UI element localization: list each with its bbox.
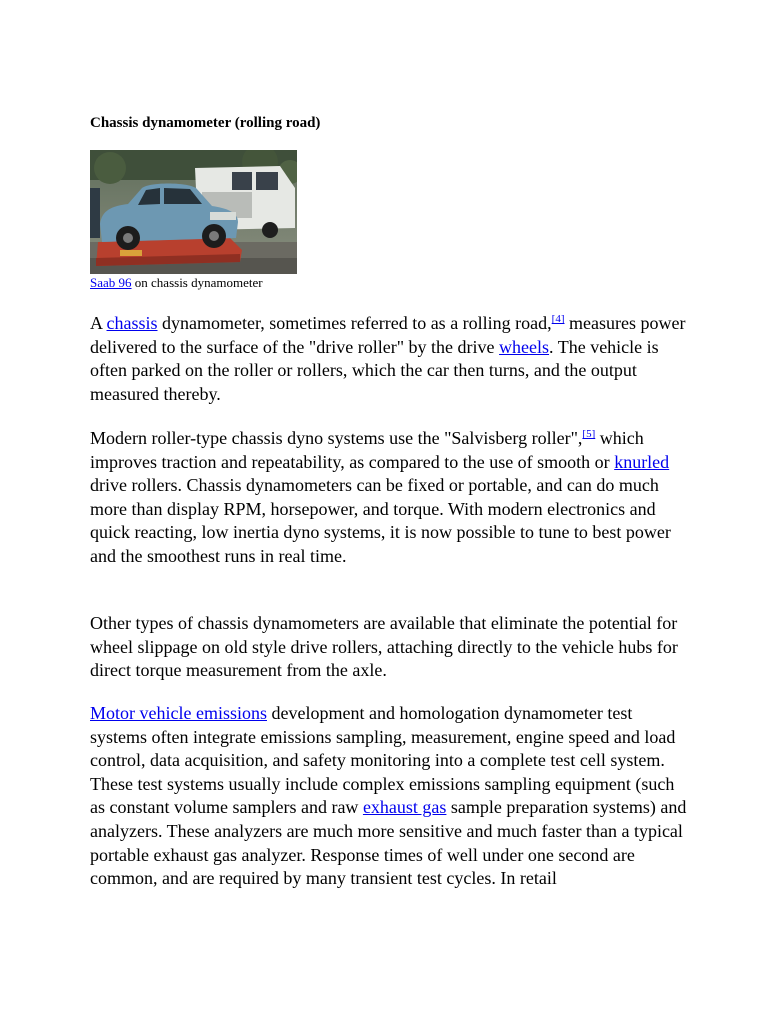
text-span: dynamometer, sometimes referred to as a rolling road, <box>157 313 552 333</box>
figure-caption <box>90 275 310 291</box>
section-heading: Chassis dynamometer (rolling road) <box>90 115 321 131</box>
text-span: measures power delivered to the surface of the "drive roller" by the drive <box>90 313 686 357</box>
text-span: sample preparation systems) and analyzers. These analyzers are much more sensitive and much faster than a typical portable exhaust gas analyzer. Response times of well under one second are common, and are required by many transient test cycles. In retail <box>90 797 687 889</box>
motor-vehicle-emissions-link[interactable]: Motor vehicle emissions <box>90 703 267 723</box>
paragraph-chassis-intro <box>90 312 690 406</box>
paragraph-other-types <box>90 612 690 683</box>
caption-text: on chassis dynamometer <box>131 275 263 290</box>
reference-5-link[interactable]: [5] <box>582 428 596 440</box>
text-span: A <box>90 313 107 333</box>
text-span: development and homologation dynamometer test systems often integrate emissions sampling, measurement, engine speed and load control, data acquisition, and safety monitoring into a complete test cell system. These test systems usually include complex emissions sampling equipment (such as constant volume samplers and raw <box>90 703 676 818</box>
text-span: drive rollers. Chassis dynamometers can be fixed or portable, and can do much more than display RPM, horsepower, and torque. With modern electronics and quick reacting, low inertia dyno systems, it is now possible to tune to best power and the smoothest runs in real time. <box>90 475 671 566</box>
saab-96-photo <box>90 150 297 274</box>
knurled-link[interactable]: knurled <box>614 451 670 472</box>
paragraph-emissions <box>90 702 690 891</box>
figure <box>90 150 310 291</box>
text-span: Modern roller-type chassis dyno systems use the "Salvisberg roller", <box>90 428 583 448</box>
exhaust-gas-link[interactable]: exhaust gas <box>362 797 447 818</box>
text-span: which improves traction and repeatability, as compared to the use of smooth or <box>90 428 644 472</box>
reference-4-link[interactable]: [4] <box>551 313 565 325</box>
chassis-link[interactable]: chassis <box>106 313 158 333</box>
saab-96-link[interactable]: Saab 96 <box>90 275 132 290</box>
paragraph-roller-types <box>90 427 690 569</box>
wheels-link[interactable]: wheels <box>499 336 550 357</box>
text-span: . The vehicle is often parked on the roller or rollers, which the car then turns, and the output measured thereby. <box>90 336 659 404</box>
text-span: Other types of chassis dynamometers are available that eliminate the potential for wheel slippage on old style drive rollers, attaching directly to the vehicle hubs for direct torque measurement from the axle. <box>90 613 678 681</box>
